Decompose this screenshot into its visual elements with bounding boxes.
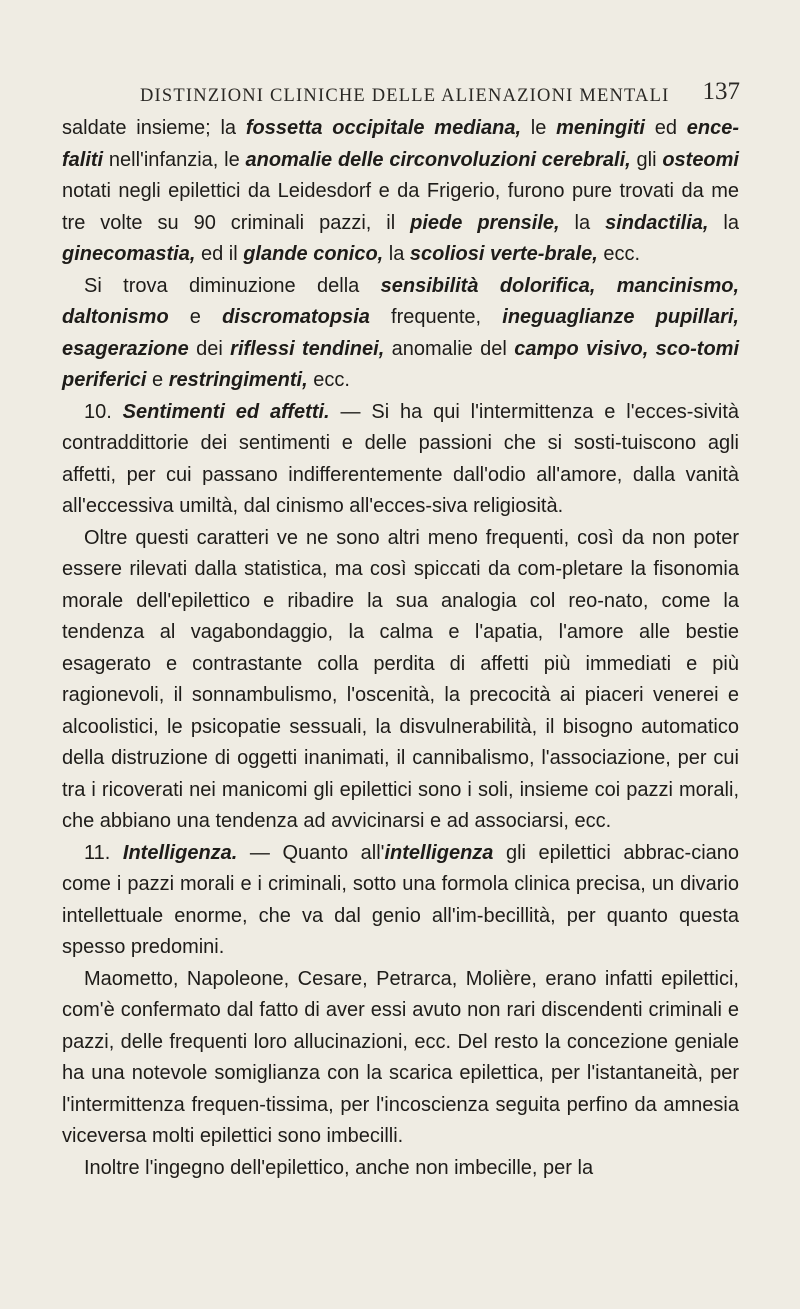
text-run: la (708, 211, 739, 234)
text-run: Maometto, Napoleone, Cesare, Petrarca, Molière, erano infatti epilettici, com'è confermato dal fatto di aver essi avuto non rari discendenti criminali e pazzi, delle frequenti loro allucinazioni, ecc. Del resto la concezione geniale ha una notevole somiglianza con la scarica epilettica, per l'istantaneità, per l'intermittenza frequen-tissima, per l'incoscienza seguita perfino da amnesia viceversa molti epilettici sono imbecilli. (62, 967, 739, 1147)
paragraph (62, 397, 739, 523)
paragraph (62, 964, 739, 1153)
emphasis-term: Intelligenza. (122, 841, 238, 864)
text-run: ecc. (597, 243, 641, 265)
text-run: saldate insieme; la (62, 117, 246, 139)
text-run: gli epilettici abbrac-ciano come i pazzi morali e i criminali, sotto una formola clinica precisa, un divario intellettuale enorme, che va dal genio all'im-becillità, per quanto questa spesso predomini. (62, 841, 740, 958)
emphasis-term: ginecomastia, (62, 243, 196, 265)
text-run: gli (630, 148, 663, 171)
page-header (140, 78, 740, 108)
emphasis-term: sindactilia, (605, 211, 709, 234)
text-run: dei (188, 337, 231, 360)
running-title: DISTINZIONI CLINICHE DELLE ALIENAZIONI MENTALI (140, 86, 670, 106)
emphasis-term: Sentimenti ed affetti. (122, 400, 330, 423)
text-run: la (383, 243, 410, 265)
text-run: nell'infanzia, le (103, 148, 246, 171)
text-run: 11. (84, 841, 123, 864)
emphasis-term: restringimenti, (168, 369, 308, 391)
text-run: e (146, 369, 169, 391)
emphasis-term: riflessi tendinei, (230, 337, 385, 360)
paragraph (62, 113, 739, 271)
emphasis-term: piede prensile, (410, 211, 560, 234)
emphasis-term: ence-faliti (62, 117, 740, 171)
text-run: notati negli epilettici da Leidesdorf e da Frigerio, furono pure trovati da me tre volte su 90 criminali pazzi, il (62, 180, 739, 234)
emphasis-term: sensibilità dolorifica, mancinismo, daltonismo (62, 274, 739, 328)
text-run: anomalie del (384, 337, 515, 360)
text-run: ed (644, 117, 687, 139)
text-run: — Quanto all' (237, 841, 385, 864)
emphasis-term: discromatopsia (222, 306, 370, 328)
paragraph (62, 523, 739, 838)
emphasis-term: scoliosi verte-brale, (409, 243, 598, 265)
text-run: ed il (195, 243, 244, 265)
text-run: le (521, 117, 557, 139)
text-run: 10. (84, 400, 123, 423)
emphasis-term: glande conico, (243, 243, 384, 265)
body-text (62, 113, 739, 1184)
text-run: e (168, 306, 223, 328)
text-run: Si trova diminuzione della (84, 274, 381, 297)
emphasis-term: intelligenza (384, 841, 494, 864)
emphasis-term: campo visivo, sco-tomi periferici (62, 337, 739, 391)
text-run: la (559, 211, 606, 234)
text-run: ecc. (307, 369, 350, 391)
emphasis-term: anomalie delle circonvoluzioni cerebrali, (245, 148, 631, 171)
emphasis-term: ineguaglianze pupillari, esagerazione (62, 306, 739, 360)
paragraph (62, 1153, 739, 1185)
text-run: — Si ha qui l'intermittenza e l'ecces-sività contraddittorie dei sentimenti e delle passioni che si sosti-tuiscono agli affetti, per cui passano indifferentemente dall'odio all'amore, dalla vanità all'eccessiva umiltà, dal cinismo all'ecces-siva religiosità. (62, 400, 740, 517)
emphasis-term: meningiti (556, 117, 645, 139)
text-run: frequente, (369, 306, 503, 328)
text-run: Oltre questi caratteri ve ne sono altri meno frequenti, così da non poter essere rilevati dalla statistica, ma così spiccati da com-pletare la fisonomia morale dell'epilettico e ribadire la sua analogia col reo-nato, come la tendenza al vagabondaggio, la calma e l'apatia, l'amore alle bestie esagerato e contrastante colla perdita di affetti più immediati e più ragionevoli, il sonnambulismo, l'oscenità, la precocità ai piaceri venerei e alcoolistici, le psicopatie sessuali, la disvulnerabilità, il bisogno automatico della distruzione di oggetti inanimati, il cannibalismo, l'associazione, per cui tra i ricoverati nei manicomi gli epilettici sono i soli, insieme coi pazzi morali, che abbiano una tendenza ad avvicinarsi e ad associarsi, ecc. (62, 526, 739, 832)
paragraph (62, 838, 739, 964)
emphasis-term: fossetta occipitale mediana, (245, 117, 521, 139)
emphasis-term: osteomi (662, 148, 739, 171)
page-number: 137 (702, 78, 740, 105)
paragraph (62, 271, 739, 397)
text-run: Inoltre l'ingegno dell'epilettico, anche non imbecille, per la (84, 1156, 594, 1179)
